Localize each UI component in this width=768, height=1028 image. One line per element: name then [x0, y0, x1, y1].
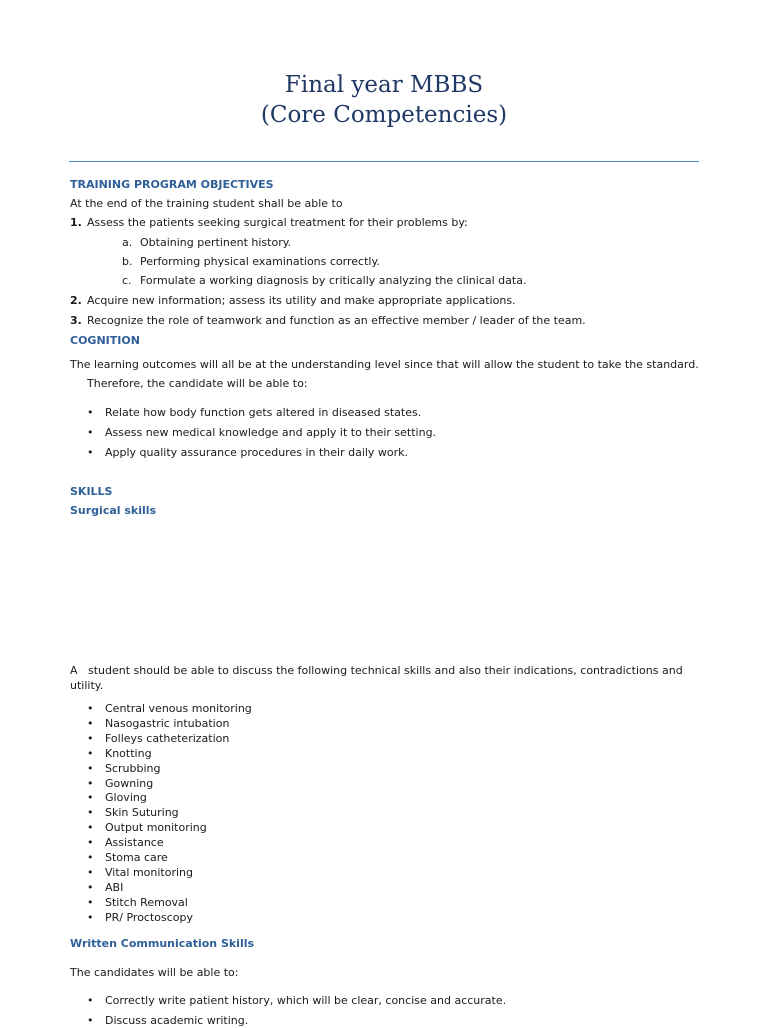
bullet-icon: •	[87, 702, 94, 715]
list-item-text: Vital monitoring	[105, 865, 193, 879]
objective-text: Acquire new information; assess its utility and make appropriate applications.	[87, 294, 516, 307]
list-item	[87, 881, 252, 896]
subitem-letter: b.	[122, 255, 133, 268]
bullet-icon: •	[87, 761, 94, 775]
subitem-text: Obtaining pertinent history.	[140, 236, 292, 249]
bullet-icon: •	[87, 806, 94, 820]
bullet-icon: •	[87, 716, 94, 730]
list-item-text: Knotting	[105, 746, 152, 760]
list-item-text: Output monitoring	[105, 821, 207, 835]
list-item-text: Scrubbing	[105, 761, 161, 775]
written-bullet	[87, 993, 506, 1008]
list-item	[87, 866, 252, 881]
bullet-icon: •	[87, 821, 94, 835]
document-title-line2: (Core Competencies)	[260, 102, 508, 128]
written-communication-heading: Written Communication Skills	[70, 937, 255, 950]
bullet-text: Correctly write patient history, which will be clear, concise and accurate.	[105, 994, 507, 1007]
objective-subitem	[122, 235, 291, 250]
bullet-icon: •	[87, 994, 94, 1007]
objective-number: 1.	[70, 216, 82, 229]
cognition-paragraph: The learning outcomes will all be at the understanding level since that will allow the student to take the standard.	[70, 358, 699, 371]
bullet-icon: •	[87, 776, 94, 790]
list-item-text: Gloving	[105, 791, 147, 805]
list-item	[87, 836, 252, 851]
written-bullet	[87, 1013, 248, 1028]
list-item	[87, 717, 252, 732]
list-item	[87, 821, 252, 836]
list-item	[87, 806, 252, 821]
list-item	[87, 851, 252, 866]
cognition-bullet	[87, 425, 436, 440]
technical-skills-list	[87, 702, 252, 926]
list-item-text: Folleys catheterization	[105, 731, 230, 745]
list-item	[87, 702, 252, 717]
list-item-text: Gowning	[105, 776, 154, 790]
list-item	[87, 777, 252, 792]
bullet-text: Discuss academic writing.	[105, 1014, 249, 1027]
list-item	[87, 762, 252, 777]
bullet-text: Relate how body function gets altered in diseased states.	[105, 406, 422, 419]
objectives-intro: At the end of the training student shall be able to	[70, 197, 343, 210]
bullet-icon: •	[87, 406, 94, 419]
bullet-icon: •	[87, 865, 94, 879]
bullet-icon: •	[87, 426, 94, 439]
list-item	[87, 791, 252, 806]
subitem-text: Performing physical examinations correctly.	[140, 255, 380, 268]
list-item	[87, 896, 252, 911]
list-item-text: ABI	[105, 880, 124, 894]
surgical-skills-subheading: Surgical skills	[70, 504, 157, 517]
bullet-icon: •	[87, 880, 94, 894]
objective-number: 3.	[70, 314, 82, 327]
skills-heading: SKILLS	[70, 485, 113, 498]
list-item-text: Skin Suturing	[105, 806, 179, 820]
cognition-bullet	[87, 405, 421, 420]
list-item-text: Stoma care	[105, 851, 168, 865]
bullet-icon: •	[87, 731, 94, 745]
objective-text: Recognize the role of teamwork and function as an effective member / leader of the team.	[87, 314, 586, 327]
list-item-text: Stitch Removal	[105, 895, 188, 909]
bullet-icon: •	[87, 446, 94, 459]
list-item	[87, 732, 252, 747]
bullet-icon: •	[87, 851, 94, 865]
subitem-text: Formulate a working diagnosis by critically analyzing the clinical data.	[140, 274, 527, 287]
list-item-text: Assistance	[105, 836, 164, 850]
objectives-heading: TRAINING PROGRAM OBJECTIVES	[70, 178, 274, 191]
objective-item	[70, 293, 516, 308]
subitem-letter: c.	[122, 274, 132, 287]
bullet-icon: •	[87, 895, 94, 909]
objective-subitem	[122, 273, 526, 288]
objective-subitem	[122, 254, 380, 269]
list-item	[87, 747, 252, 762]
skills-paragraph-continued: utility.	[70, 679, 104, 692]
list-item-text: PR/ Proctoscopy	[105, 910, 194, 924]
title-divider	[69, 161, 699, 162]
bullet-icon: •	[87, 836, 94, 850]
objective-item	[70, 313, 586, 328]
cognition-heading: COGNITION	[70, 334, 140, 347]
bullet-icon: •	[87, 1014, 94, 1027]
bullet-text: Apply quality assurance procedures in their daily work.	[105, 446, 409, 459]
cognition-bullet	[87, 445, 408, 460]
objective-item	[70, 215, 468, 230]
bullet-text: Assess new medical knowledge and apply it to their setting.	[105, 426, 437, 439]
document-title-line1: Final year MBBS	[284, 72, 484, 98]
bullet-icon: •	[87, 910, 94, 924]
cognition-paragraph-continued: Therefore, the candidate will be able to:	[87, 377, 308, 390]
objective-number: 2.	[70, 294, 82, 307]
written-communication-intro: The candidates will be able to:	[70, 966, 239, 979]
skills-paragraph: A student should be able to discuss the following technical skills and also their indications, contradictions and	[70, 664, 683, 677]
list-item	[87, 911, 252, 926]
list-item-text: Central venous monitoring	[105, 702, 252, 715]
bullet-icon: •	[87, 791, 94, 805]
subitem-letter: a.	[122, 236, 133, 249]
list-item-text: Nasogastric intubation	[105, 716, 230, 730]
bullet-icon: •	[87, 746, 94, 760]
objective-text: Assess the patients seeking surgical treatment for their problems by:	[87, 216, 468, 229]
